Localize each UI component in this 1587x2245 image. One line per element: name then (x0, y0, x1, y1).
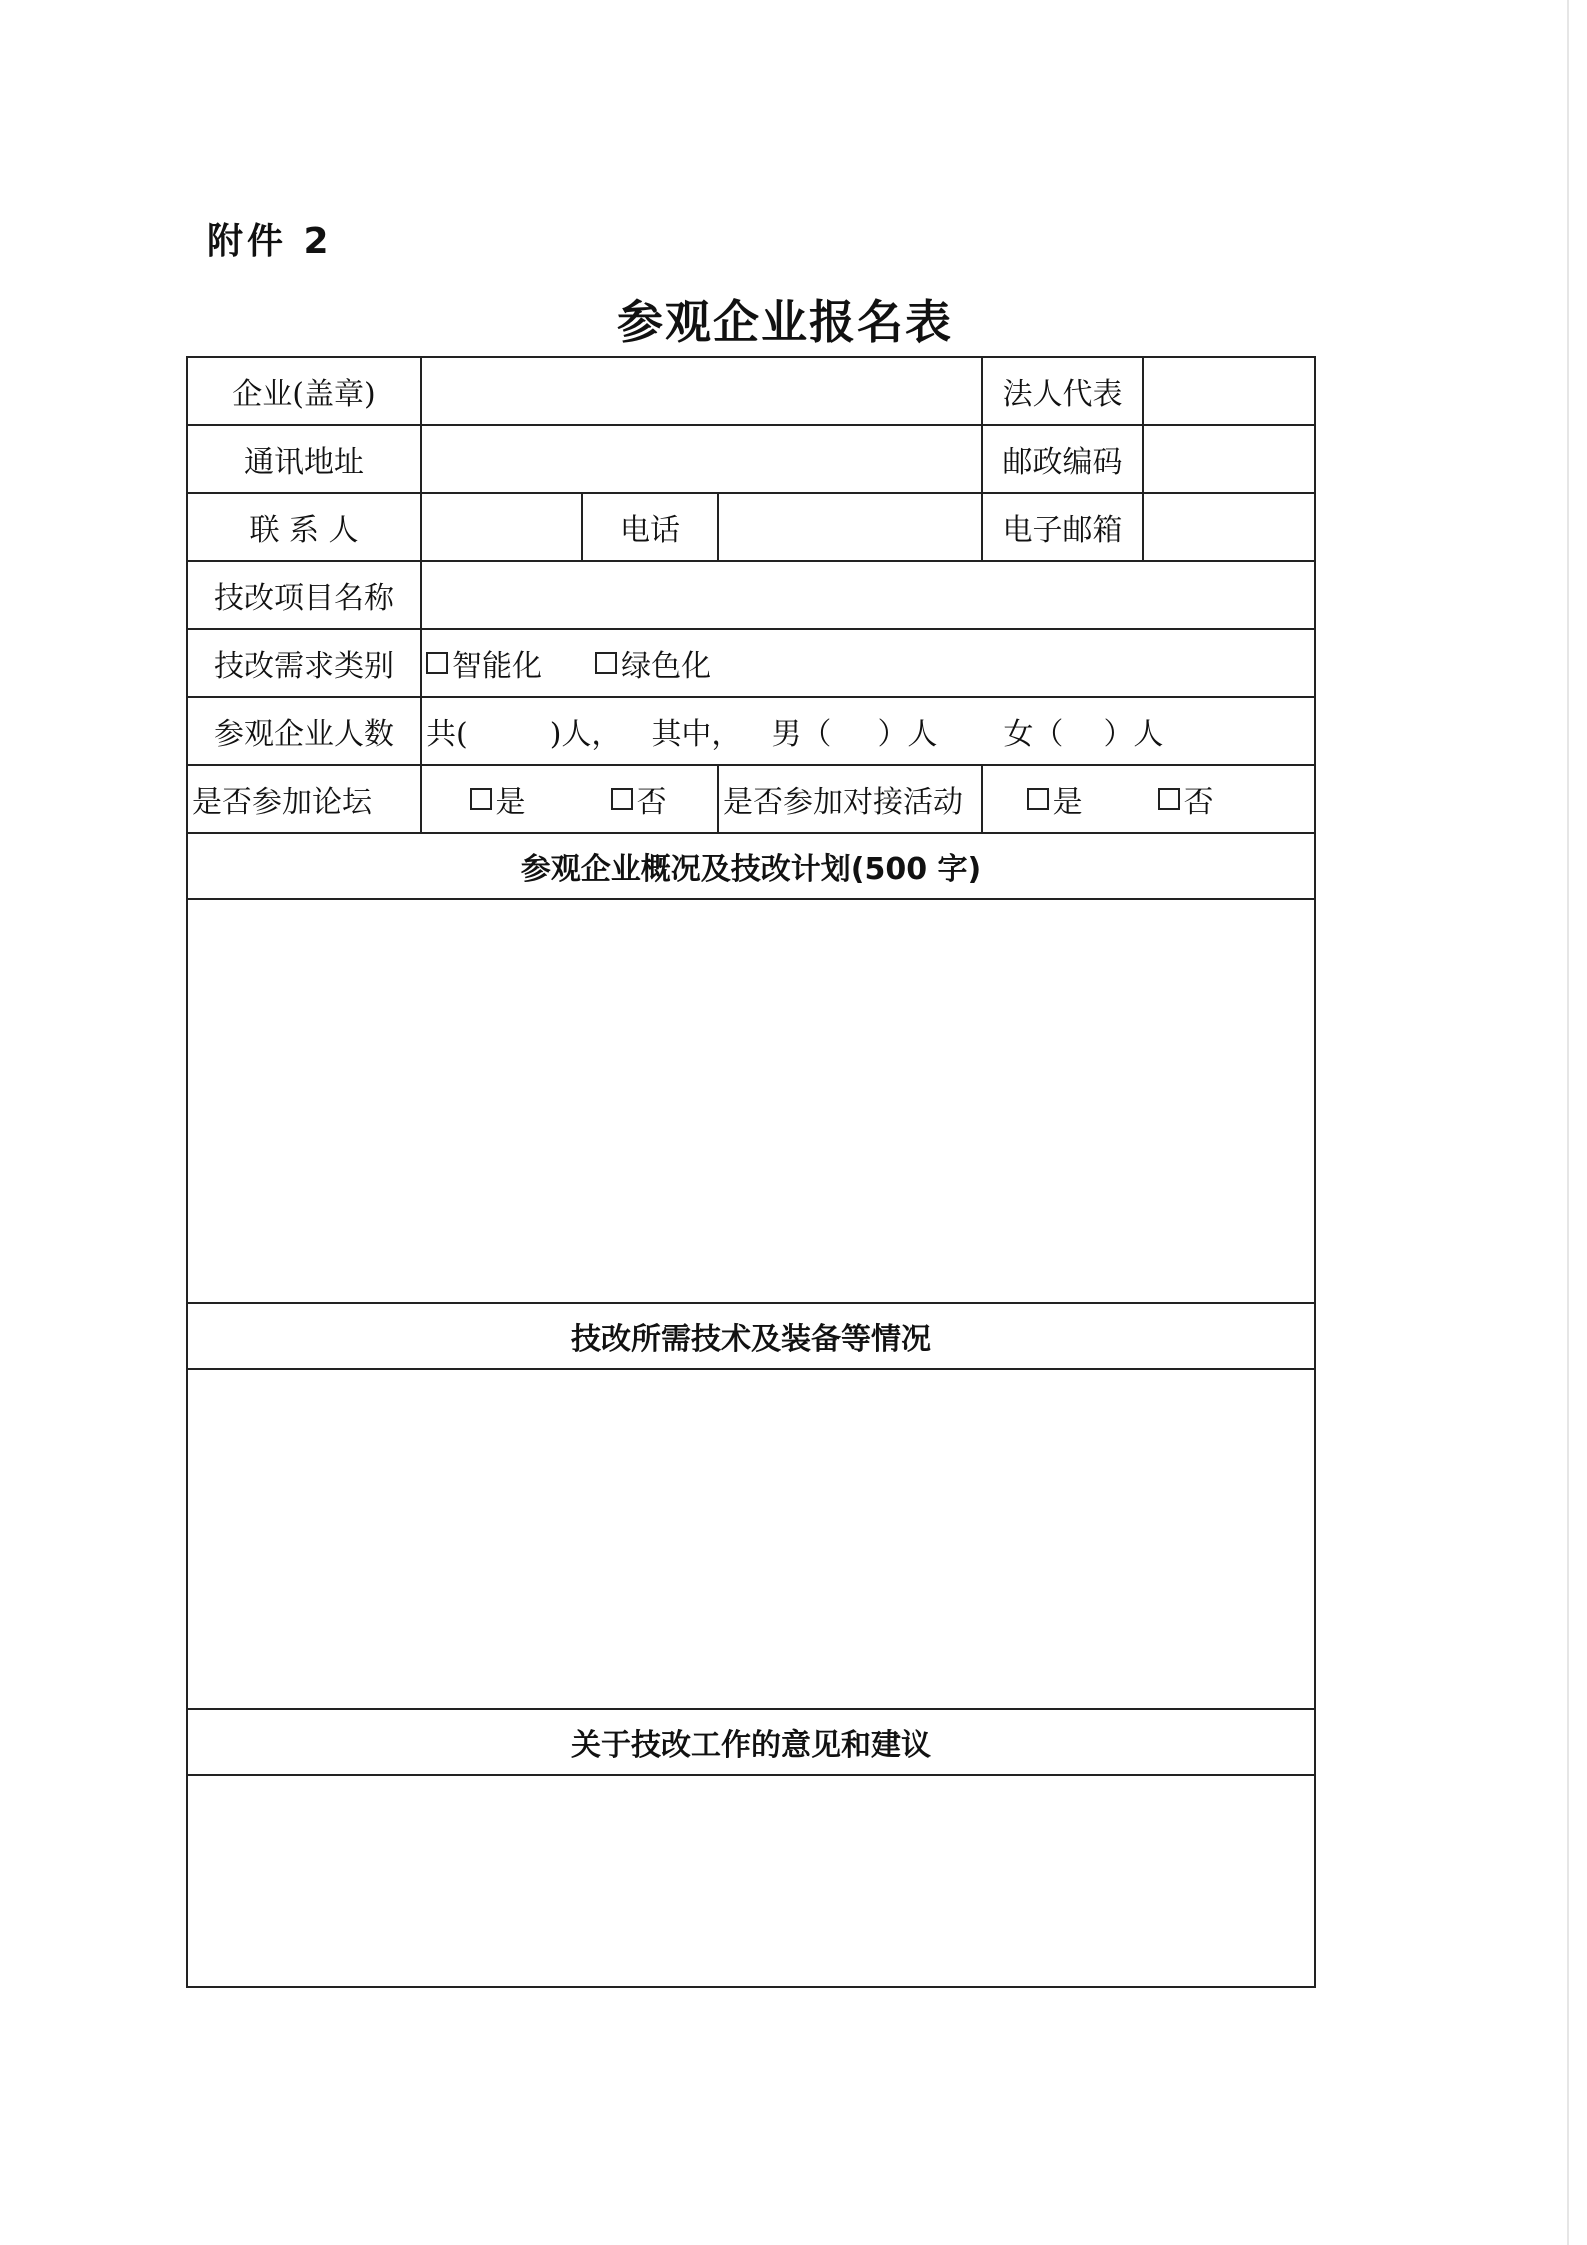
checkbox-forum-yes[interactable] (470, 777, 526, 821)
row-section-overview (187, 833, 1315, 899)
visitors-label: 参观企业人数 (187, 697, 421, 765)
checkbox-matchmaking-yes[interactable] (1027, 777, 1083, 821)
tech-field[interactable] (187, 1369, 1315, 1709)
matchmaking-label: 是否参加对接活动 (718, 765, 982, 833)
row-demand-type (187, 629, 1315, 697)
section-tech-heading: 技改所需技术及装备等情况 (187, 1303, 1315, 1369)
among-label: 其中， (651, 717, 742, 752)
forum-yes-label: 是 (495, 785, 526, 820)
row-forum (187, 765, 1315, 833)
overview-field[interactable] (187, 899, 1315, 1303)
postcode-label: 邮政编码 (982, 425, 1143, 493)
row-section-advice (187, 1709, 1315, 1775)
male-open: 男（ (771, 717, 832, 752)
checkbox-square-icon (595, 652, 617, 674)
checkbox-square-icon (611, 788, 633, 810)
male-close: ）人 (877, 717, 938, 752)
matchmaking-no-label: 否 (1183, 785, 1214, 820)
row-address (187, 425, 1315, 493)
page-title: 参观企业报名表 (617, 295, 953, 349)
matchmaking-options (982, 765, 1315, 833)
row-project-name (187, 561, 1315, 629)
total-close: )人， (549, 717, 622, 752)
checkbox-intelligent[interactable] (426, 641, 542, 685)
checkbox-square-icon (470, 788, 492, 810)
female-open: 女（ (1003, 717, 1064, 752)
legal-rep-field[interactable] (1143, 357, 1315, 425)
attachment-label: 附件 2 (207, 221, 333, 262)
registration-form (186, 356, 1316, 1988)
contact-field[interactable] (421, 493, 582, 561)
company-label: 企业(盖章) (187, 357, 421, 425)
row-advice-body (187, 1775, 1315, 1987)
option-intelligent-label: 智能化 (452, 649, 542, 684)
row-overview-body (187, 899, 1315, 1303)
checkbox-matchmaking-no[interactable] (1158, 777, 1214, 821)
project-name-field[interactable] (421, 561, 1315, 629)
row-company (187, 357, 1315, 425)
contact-label: 联 系 人 (187, 493, 421, 561)
postcode-field[interactable] (1143, 425, 1315, 493)
section-overview-heading: 参观企业概况及技改计划(500 字) (187, 833, 1315, 899)
option-green-label: 绿色化 (621, 649, 712, 684)
total-open: 共( (426, 717, 468, 752)
email-label: 电子邮箱 (982, 493, 1143, 561)
row-contact (187, 493, 1315, 561)
project-name-label: 技改项目名称 (187, 561, 421, 629)
visitors-count[interactable] (421, 697, 1315, 765)
address-field[interactable] (421, 425, 982, 493)
email-field[interactable] (1143, 493, 1315, 561)
advice-field[interactable] (187, 1775, 1315, 1987)
forum-label: 是否参加论坛 (187, 765, 421, 833)
company-field[interactable] (421, 357, 982, 425)
row-tech-body (187, 1369, 1315, 1709)
demand-type-label: 技改需求类别 (187, 629, 421, 697)
female-close: ）人 (1103, 717, 1164, 752)
section-advice-heading: 关于技改工作的意见和建议 (187, 1709, 1315, 1775)
phone-field[interactable] (718, 493, 982, 561)
checkbox-square-icon (1158, 788, 1180, 810)
checkbox-square-icon (1027, 788, 1049, 810)
checkbox-square-icon (426, 652, 448, 674)
phone-label: 电话 (582, 493, 718, 561)
address-label: 通讯地址 (187, 425, 421, 493)
row-section-tech (187, 1303, 1315, 1369)
demand-type-options (421, 629, 1315, 697)
matchmaking-yes-label: 是 (1052, 785, 1083, 820)
row-visitors (187, 697, 1315, 765)
forum-options (421, 765, 718, 833)
legal-rep-label: 法人代表 (982, 357, 1143, 425)
checkbox-green[interactable] (595, 641, 711, 685)
forum-no-label: 否 (636, 785, 667, 820)
checkbox-forum-no[interactable] (611, 777, 667, 821)
